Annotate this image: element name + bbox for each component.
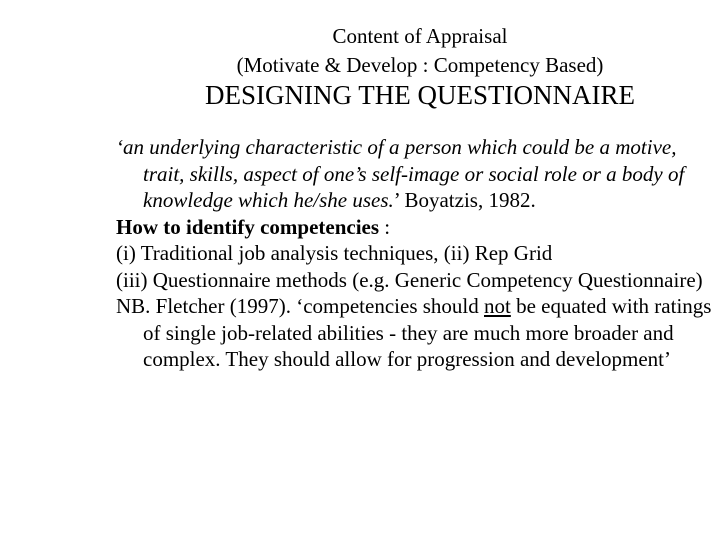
method-item-1: (i) Traditional job analysis techniques, (ii) Rep Grid bbox=[116, 241, 553, 265]
definition-quote: ‘an underlying characteristic of a person which could be a motive, trait, skills, aspect of one’s self-image or social role or a body of knowledge which he/she uses. bbox=[116, 135, 685, 212]
identify-heading-paragraph bbox=[116, 214, 712, 241]
definition-paragraph bbox=[116, 134, 712, 214]
method-item-2: (iii) Questionnaire methods (e.g. Generic Competency Questionnaire) bbox=[116, 267, 703, 292]
note-underlined-word: not bbox=[484, 294, 511, 318]
note-before: NB. Fletcher (1997). ‘competencies should bbox=[116, 294, 484, 318]
note-after: be equated with ratings of single job-related abilities - they are much more broader and complex. They should allow for progression and development’ bbox=[143, 294, 712, 371]
slide-subtitle: DESIGNING THE QUESTIONNAIRE bbox=[205, 80, 635, 110]
slide-title bbox=[150, 22, 690, 80]
title-line-2: (Motivate & Develop : Competency Based) bbox=[236, 53, 604, 77]
title-line-1: Content of Appraisal bbox=[332, 24, 508, 48]
identify-suffix: : bbox=[379, 214, 391, 239]
slide-body bbox=[116, 134, 712, 373]
identify-heading: How to identify competencies bbox=[116, 214, 380, 239]
definition-attribution: ’ Boyatzis, 1982. bbox=[393, 188, 536, 212]
note-paragraph bbox=[116, 293, 712, 373]
